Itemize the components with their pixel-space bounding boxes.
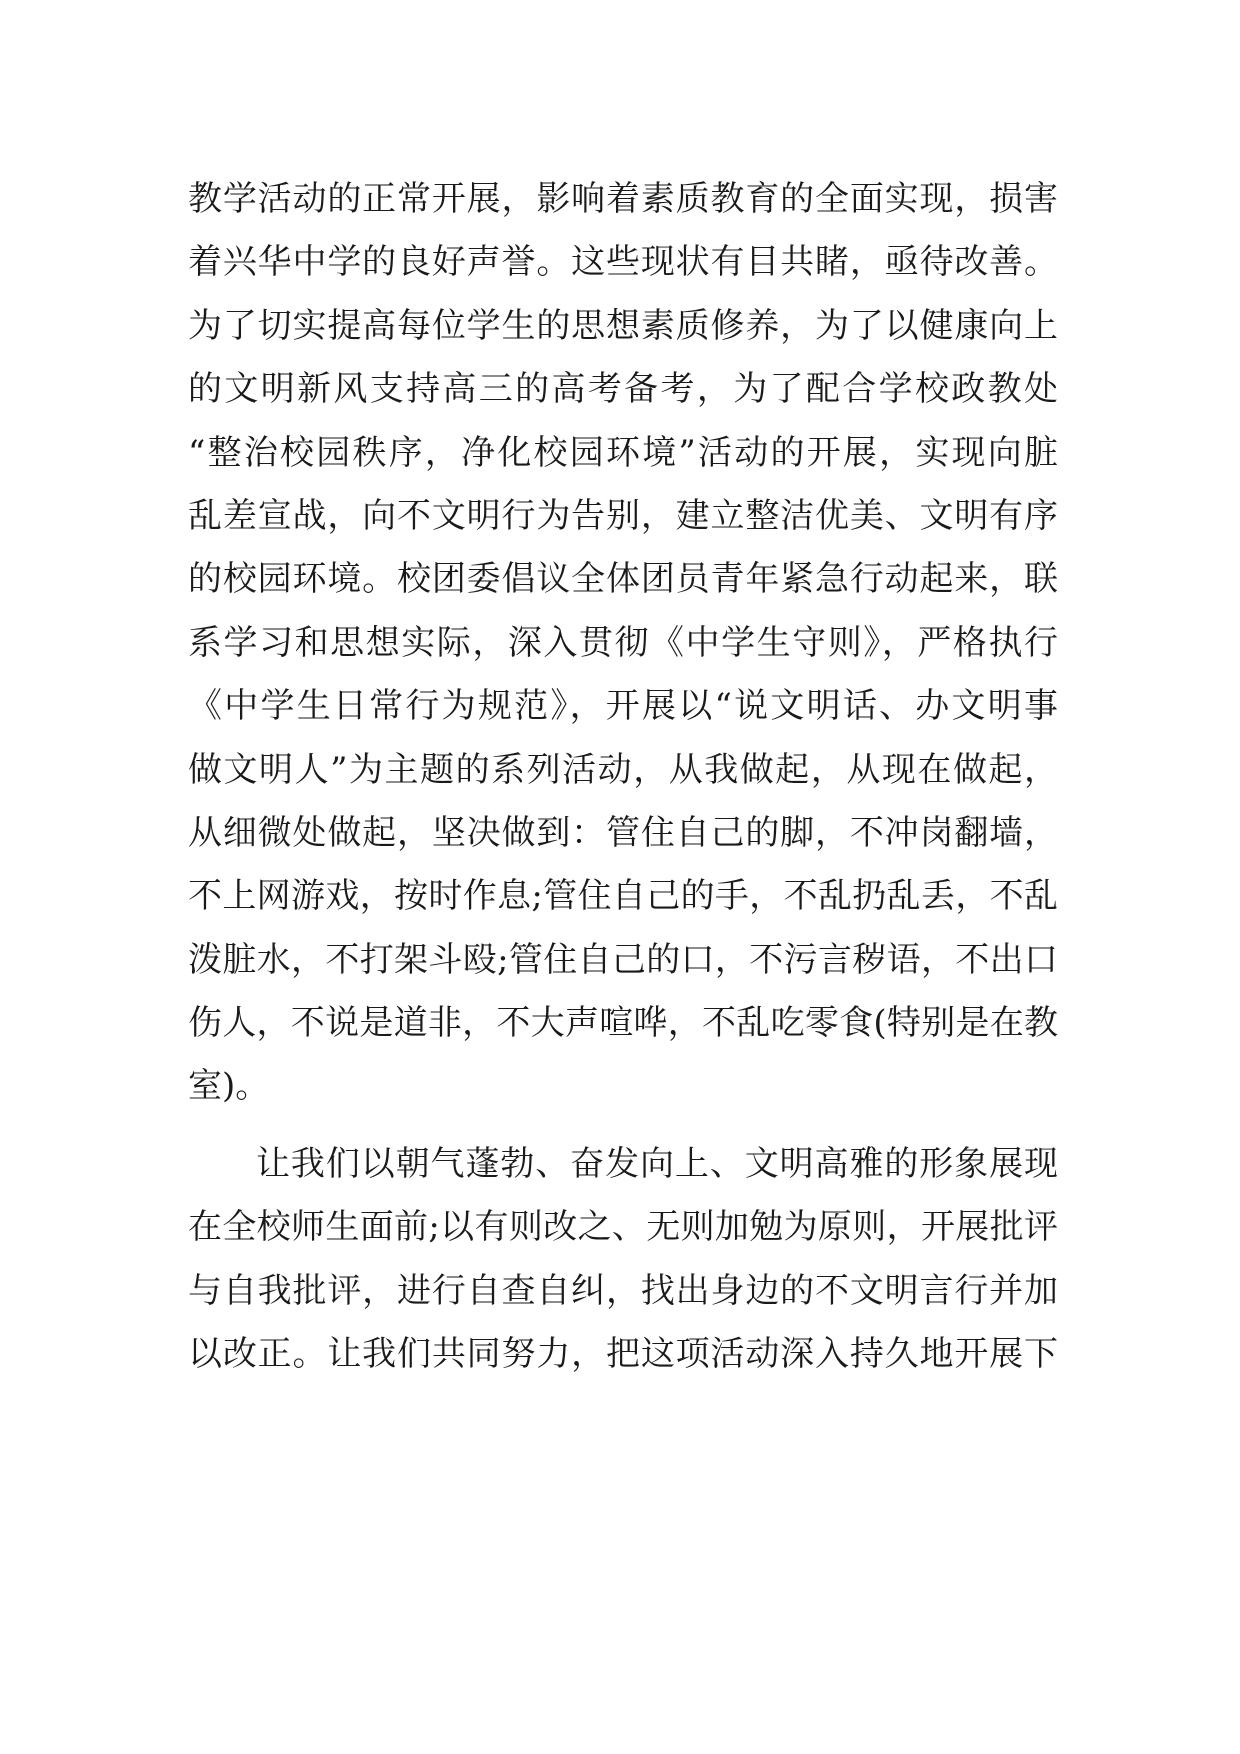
text-line: 室)。: [188, 1066, 270, 1107]
text-line: 让我们以朝气蓬勃、奋发向上、文明高雅的形象展现: [256, 1143, 1058, 1184]
document-body: [188, 168, 1058, 1386]
text-line: 在全校师生面前;以有则改之、无则加勉为原则，开展批评: [188, 1207, 1058, 1248]
text-line: 《中学生日常行为规范》，开展以“说文明话、办文明事: [188, 686, 1058, 727]
text-line: 泼脏水，不打架斗殴;管住自己的口，不污言秽语，不出口: [188, 939, 1058, 980]
paragraph-gap: [188, 1119, 1058, 1133]
text-line: 做文明人”为主题的系列活动，从我做起，从现在做起，: [188, 749, 1058, 790]
text-line: 教学活动的正常开展，影响着素质教育的全面实现，损害: [188, 179, 1058, 219]
text-line: 为了切实提高每位学生的思想素质修养，为了以健康向上: [188, 305, 1058, 346]
text-line: 从细微处做起，坚决做到：管住自己的脚，不冲岗翻墙，: [188, 812, 1058, 853]
text-line: 乱差宣战，向不文明行为告别，建立整洁优美、文明有序: [188, 495, 1058, 536]
text-line: 的文明新风支持高三的高考备考，为了配合学校政教处: [188, 369, 1058, 410]
text-line: 着兴华中学的良好声誉。这些现状有目共睹，亟待改善。: [188, 242, 1058, 283]
text-line: 系学习和思想实际，深入贯彻《中学生守则》，严格执行: [188, 622, 1058, 663]
paragraph-1: [188, 168, 1058, 1119]
text-line: 与自我批评，进行自查自纠，找出身边的不文明言行并加: [188, 1270, 1058, 1311]
text-line: “整治校园秩序，净化校园环境”活动的开展，实现向脏: [188, 432, 1058, 473]
text-line: 的校园环境。校团委倡议全体团员青年紧急行动起来，联: [188, 559, 1058, 600]
text-line: 不上网游戏，按时作息;管住自己的手，不乱扔乱丢，不乱: [188, 876, 1059, 917]
text-line: 伤人，不说是道非，不大声喧哗，不乱吃零食(特别是在教: [188, 1003, 1058, 1044]
text-line: 以改正。让我们共同努力，把这项活动深入持久地开展下: [188, 1334, 1058, 1375]
paragraph-2: [188, 1133, 1058, 1387]
